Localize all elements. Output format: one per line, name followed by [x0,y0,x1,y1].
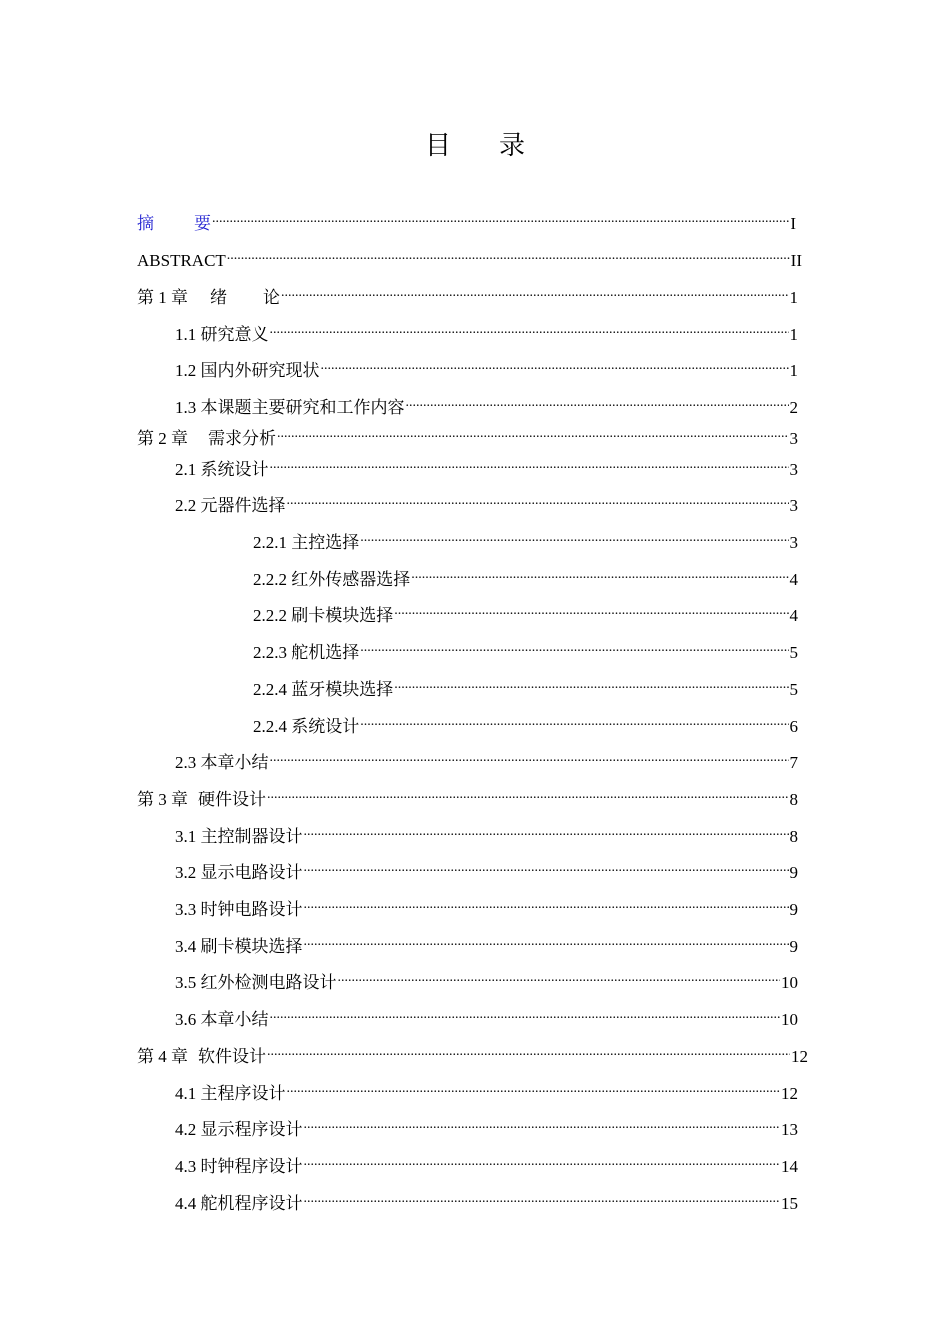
toc-leader-dots [227,244,790,266]
toc-leader-dots [394,673,788,695]
toc-entry-page: 4 [789,606,798,625]
toc-entry-page: 3 [789,533,798,552]
toc-entry-label: 3.5 红外检测电路设计 [175,973,337,992]
toc-entry-section-2-2[interactable] [175,489,798,515]
toc-entry-section-3-6[interactable] [175,1003,798,1029]
toc-entry-label: 2.2.3 舵机选择 [253,643,360,662]
toc-leader-dots [360,636,788,658]
toc-entry-label: 摘 要 [137,214,211,233]
toc-entry-label: 1.1 研究意义 [175,325,269,344]
toc-entry-section-3-1[interactable] [175,820,798,846]
toc-entry-page: 3 [789,460,798,479]
toc-entry-page: II [790,251,802,270]
toc-leader-dots [304,1187,781,1209]
toc-leader-dots [267,1040,790,1062]
toc-title-char-1: 目 [424,131,451,160]
toc-leader-dots [394,599,788,621]
toc-entry-section-4-3[interactable] [175,1150,798,1176]
toc-leader-dots [212,207,789,229]
toc-leader-dots [304,1150,781,1172]
toc-entry-label: 4.4 舵机程序设计 [175,1194,303,1213]
toc-leader-dots [304,820,789,842]
toc-leader-dots [281,281,789,303]
toc-entry-section-4-4[interactable] [175,1187,798,1213]
toc-entry-page: 4 [789,570,798,589]
toc-entry-section-1-1[interactable] [175,318,798,344]
toc-entry-label: 4.2 显示程序设计 [175,1120,303,1139]
toc-entry-label: 第 3 章 硬件设计 [137,790,266,809]
toc-leader-dots [406,391,789,413]
toc-entry-chapter-1[interactable] [137,281,798,307]
toc-entry-label: 2.2.2 红外传感器选择 [253,570,411,589]
toc-leader-dots [287,489,789,511]
toc-leader-dots [270,453,789,475]
toc-entry-page: 8 [789,790,798,809]
toc-entry-label: 1.3 本课题主要研究和工作内容 [175,398,405,417]
toc-entry-page: 5 [789,680,798,699]
toc-leader-dots [304,893,789,915]
toc-leader-dots [270,746,789,768]
toc-entry-label: ABSTRACT [137,251,226,270]
toc-entry-label: 3.2 显示电路设计 [175,863,303,882]
toc-entry-subsection-2-2-2b[interactable] [253,599,798,625]
toc-entry-label: 第 2 章 需求分析 [137,429,276,448]
toc-entry-section-3-4[interactable] [175,930,798,956]
toc-entry-label: 第 4 章 软件设计 [137,1047,266,1066]
toc-leader-dots [304,930,789,952]
toc-leader-dots [304,856,789,878]
toc-entry-label: 3.3 时钟电路设计 [175,900,303,919]
toc-entry-subsection-2-2-2a[interactable] [253,563,798,589]
toc-entry-label: 2.2.2 刷卡模块选择 [253,606,394,625]
toc-leader-dots [321,354,789,376]
toc-entry-section-1-3[interactable] [175,391,798,417]
toc-entry-section-3-3[interactable] [175,893,798,919]
toc-leader-dots [270,318,789,340]
toc-entry-label: 2.2.4 蓝牙模块选择 [253,680,394,699]
toc-entry-page: 10 [781,973,798,992]
toc-entry-page: 12 [791,1047,808,1066]
toc-leader-dots [287,1077,781,1099]
toc-leader-dots [270,1003,781,1025]
toc-entry-section-2-1[interactable] [175,453,798,479]
toc-entry-label: 2.2.4 系统设计 [253,717,360,736]
toc-entry-section-4-2[interactable] [175,1113,798,1139]
toc-entry-subsection-2-2-1[interactable] [253,526,798,552]
toc-entry-page: 9 [789,937,798,956]
toc-entry-subsection-2-2-4a[interactable] [253,673,798,699]
toc-entry-label: 3.4 刷卡模块选择 [175,937,303,956]
toc-leader-dots [360,526,788,548]
toc-leader-dots [267,783,789,805]
toc-entry-label: 1.2 国内外研究现状 [175,361,320,380]
toc-entry-page: 10 [781,1010,798,1029]
toc-entry-page: 1 [789,361,798,380]
toc-entry-page: 5 [789,643,798,662]
toc-entry-label: 2.2 元器件选择 [175,496,286,515]
toc-entry-chapter-3[interactable] [137,783,798,809]
toc-entry-section-1-2[interactable] [175,354,798,380]
toc-entry-page: I [790,214,796,233]
toc-entry-label: 2.3 本章小结 [175,753,269,772]
toc-entry-section-3-5[interactable] [175,966,798,992]
toc-leader-dots [360,710,788,732]
toc-entry-page: 2 [789,398,798,417]
toc-entry-label: 3.6 本章小结 [175,1010,269,1029]
toc-entry-label: 4.1 主程序设计 [175,1084,286,1103]
toc-entry-page: 1 [789,288,798,307]
toc-entry-page: 3 [789,496,798,515]
toc-entry-page: 3 [789,429,798,448]
toc-entry-label: 第 1 章 绪 论 [137,288,280,307]
toc-entry-page: 14 [781,1157,798,1176]
toc-leader-dots [411,563,788,585]
toc-title [0,128,950,164]
toc-entry-page: 7 [789,753,798,772]
toc-entry-page: 13 [781,1120,798,1139]
toc-entry-chapter-4[interactable] [137,1040,808,1066]
toc-entry-page: 12 [781,1084,798,1103]
toc-entry-page: 1 [789,325,798,344]
toc-entry-label: 4.3 时钟程序设计 [175,1157,303,1176]
toc-entry-subsection-2-2-3[interactable] [253,636,798,662]
toc-entry-page: 15 [781,1194,798,1213]
toc-entry-subsection-2-2-4b[interactable] [253,710,798,736]
toc-entry-abstract-cn[interactable] [137,207,796,233]
toc-entry-section-4-1[interactable] [175,1077,798,1103]
toc-entry-section-3-2[interactable] [175,856,798,882]
toc-entry-page: 6 [789,717,798,736]
toc-leader-dots [304,1113,781,1135]
toc-entry-chapter-2[interactable] [137,422,798,448]
toc-entry-label: 2.2.1 主控选择 [253,533,360,552]
toc-leader-dots [338,966,781,988]
toc-entry-page: 9 [789,863,798,882]
toc-entry-page: 8 [789,827,798,846]
toc-leader-dots [277,422,789,444]
toc-entry-section-2-3[interactable] [175,746,798,772]
toc-entry-label: 3.1 主控制器设计 [175,827,303,846]
toc-entry-page: 9 [789,900,798,919]
toc-entry-abstract-en[interactable] [137,244,802,270]
toc-entry-label: 2.1 系统设计 [175,460,269,479]
toc-title-char-2: 录 [499,131,526,160]
